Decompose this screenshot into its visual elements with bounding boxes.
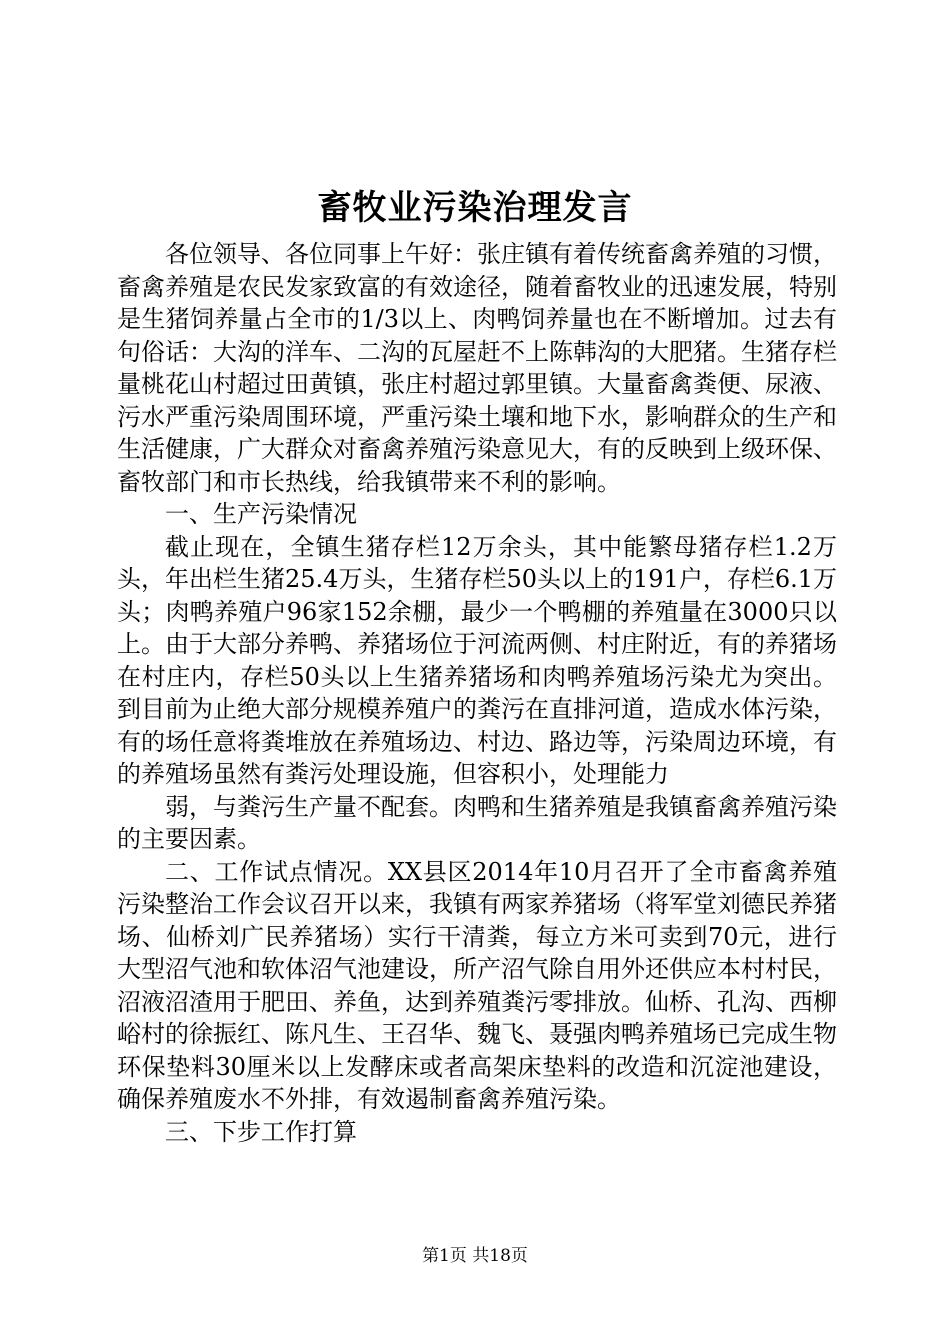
paragraph-pollution-status: 截止现在，全镇生猪存栏12万余头，其中能繁母猪存栏1.2万头，年出栏生猪25.4万头，生猪存栏50头以上的191户，存栏6.1万头；肉鸭养殖户96家152余棚，最少一个鸭棚的养殖量在3000只以上。由于大部分养鸭、养猪场位于河流两侧、村庄附近，有的养猪场在村庄内，存栏50头以上生猪养猪场和肉鸭养殖场污染尤为突出。到目前为止绝大部分规模养殖户的粪污在直排河道，造成水体污染，有的场任意将粪堆放在养殖场边、村边、路边等，污染周边环境，有的养殖场虽然有粪污处理设施，但容积小，处理能力 [117, 532, 837, 788]
paragraph-pilot-work: 二、工作试点情况。XX县区2014年10月召开了全市畜禽养殖污染整治工作会议召开以来，我镇有两家养猪场（将军堂刘德民养猪场、仙桥刘广民养猪场）实行干清粪，每立方米可卖到70元，进行大型沼气池和软体沼气池建设，所产沼气除自用外还供应本村村民，沼液沼渣用于肥田、养鱼，达到养殖粪污零排放。仙桥、孔沟、西柳峪村的徐振红、陈凡生、王召华、魏飞、聂强肉鸭养殖场已完成生物环保垫料30厘米以上发酵床或者高架床垫料的改造和沉淀池建设，确保养殖废水不外排，有效遏制畜禽养殖污染。 [117, 857, 837, 1113]
paragraph-intro: 各位领导、各位同事上午好：张庄镇有着传统畜禽养殖的习惯，畜禽养殖是农民发家致富的有效途径，随着畜牧业的迅速发展，特别是生猪饲养量占全市的1/3以上、肉鸭饲养量也在不断增加。过去有句俗话：大沟的洋车、二沟的瓦屋赶不上陈韩沟的大肥猪。生猪存栏量桃花山村超过田黄镇，张庄村超过郭里镇。大量畜禽粪便、尿液、污水严重污染周围环境，严重污染土壤和地下水，影响群众的生产和生活健康，广大群众对畜禽养殖污染意见大，有的反映到上级环保、畜牧部门和市长热线，给我镇带来不利的影响。 [117, 240, 837, 496]
page-number: 第1页 共18页 [422, 1246, 528, 1266]
document-body [117, 238, 837, 1148]
section-heading-3: 三、下步工作打算 [165, 1117, 357, 1146]
paragraph-pollution-factors: 弱，与粪污生产量不配套。肉鸭和生猪养殖是我镇畜禽养殖污染的主要因素。 [117, 792, 837, 853]
document-title: 畜牧业污染治理发言 [317, 188, 633, 228]
section-heading-1: 一、生产污染情况 [165, 500, 357, 528]
